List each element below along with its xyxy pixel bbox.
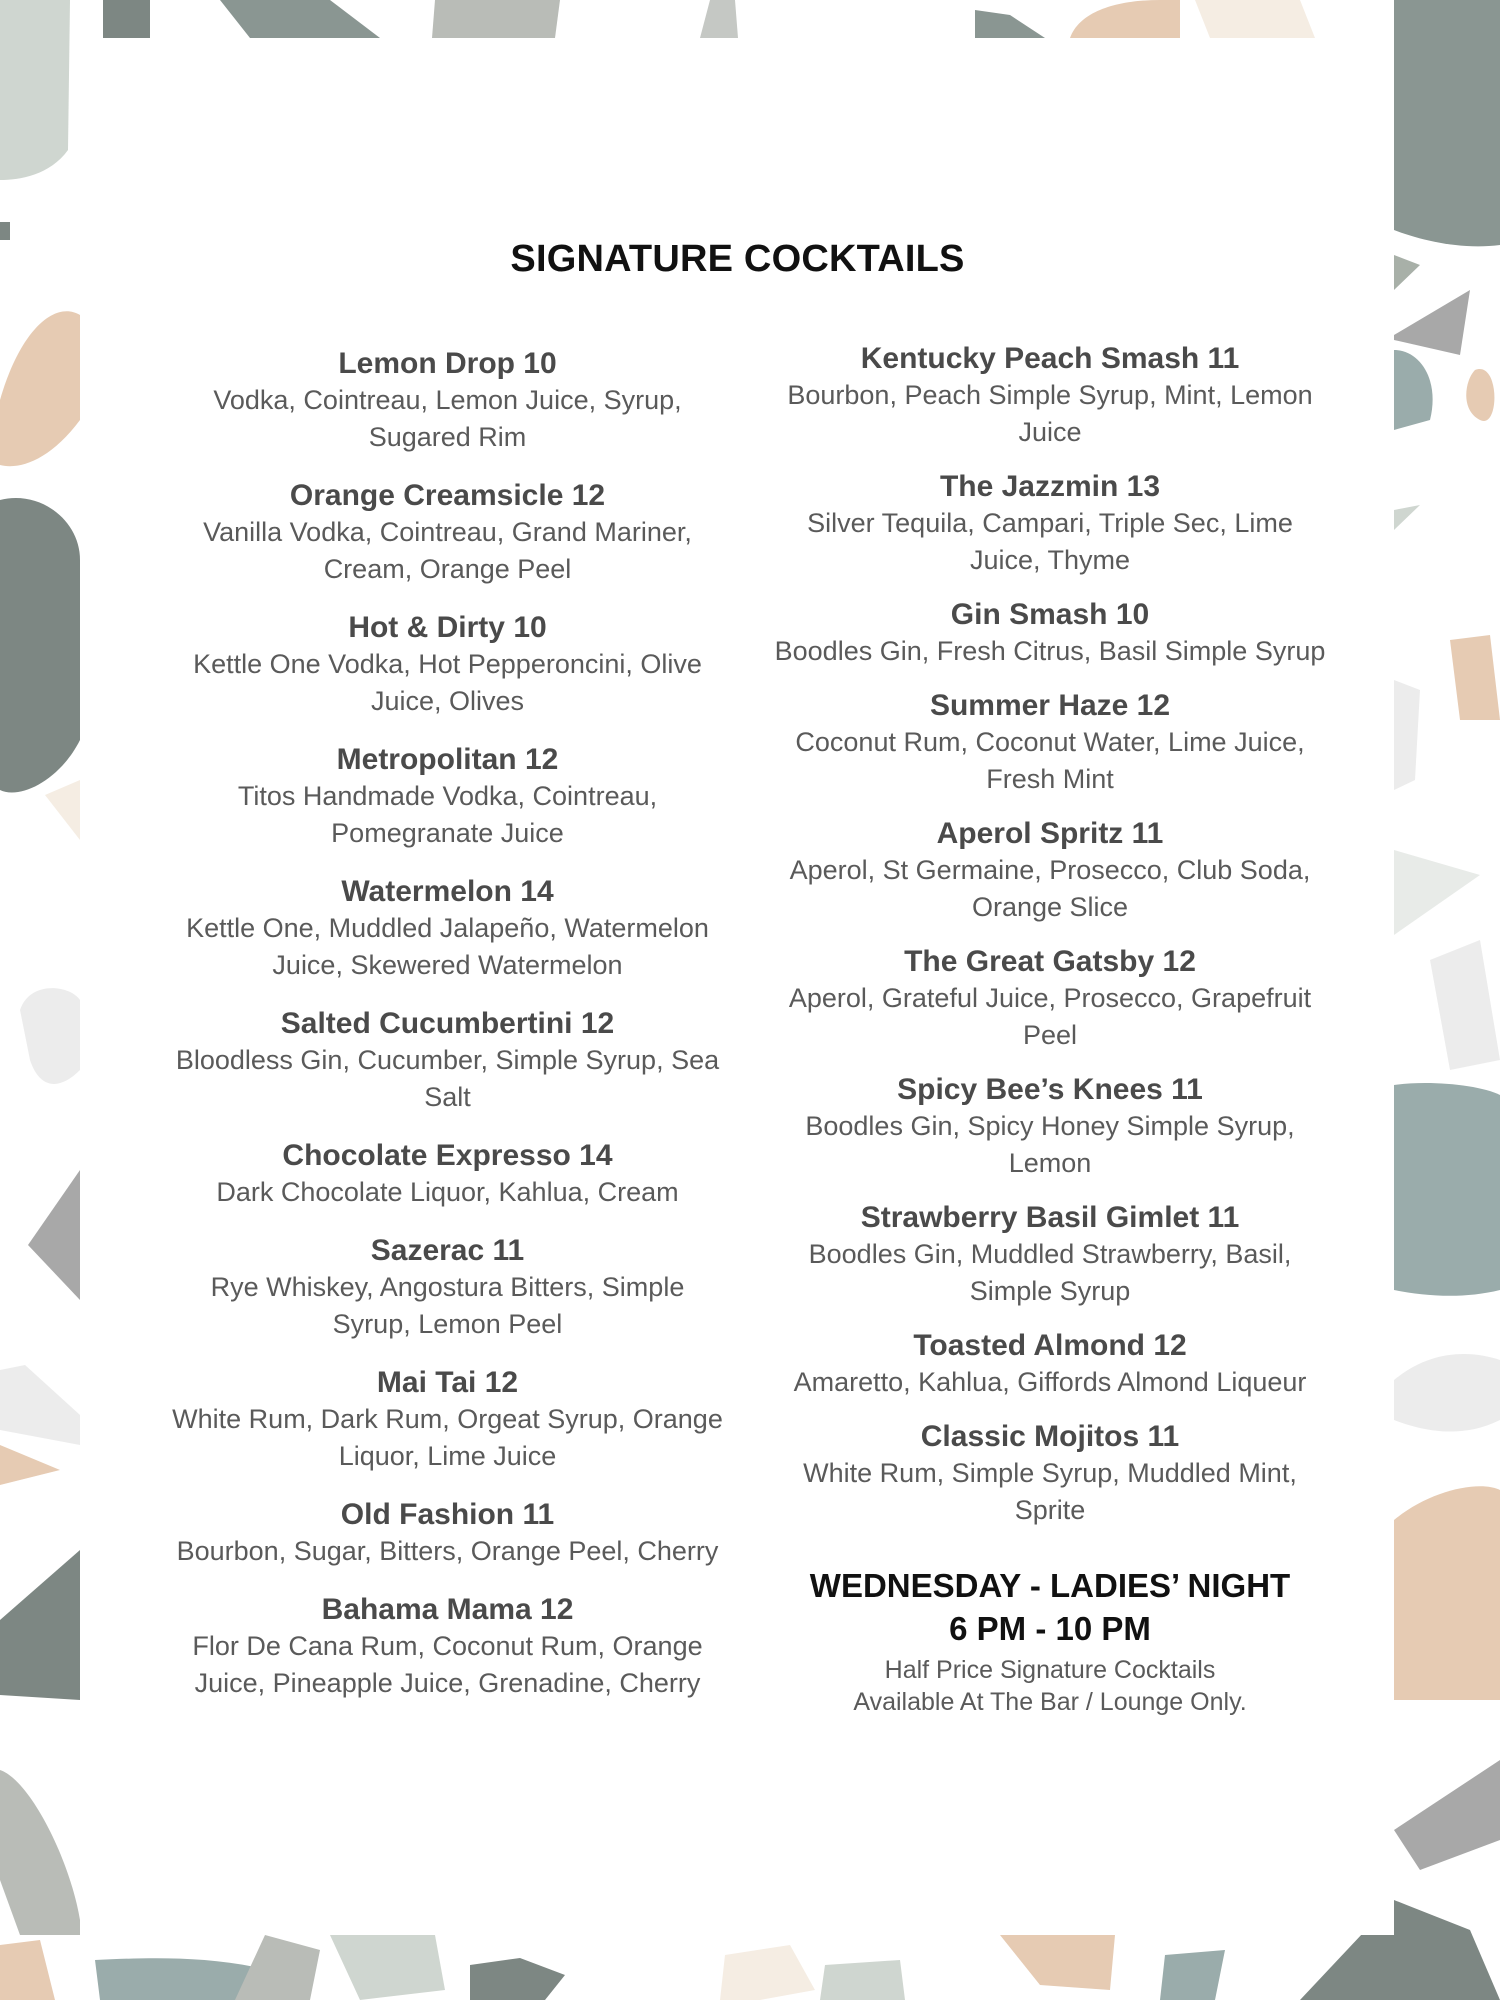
cocktail-name: Sazerac 11 xyxy=(370,1234,525,1267)
cocktail-name: Bahama Mama 12 xyxy=(321,1593,574,1626)
cocktail-item xyxy=(770,1327,1330,1401)
cocktail-item xyxy=(170,1364,725,1475)
cocktail-ingredients: Bourbon, Peach Simple Syrup, Mint, Lemon Juice xyxy=(787,380,1313,447)
promo-heading: WEDNESDAY - LADIES’ NIGHT xyxy=(809,1567,1291,1604)
cocktail-ingredients: Bloodless Gin, Cucumber, Simple Syrup, Sea Salt xyxy=(175,1045,720,1112)
cocktail-ingredients: Dark Chocolate Liquor, Kahlua, Cream xyxy=(216,1177,679,1207)
cocktail-name: Chocolate Expresso 14 xyxy=(282,1139,613,1172)
cocktail-item xyxy=(770,815,1330,926)
cocktail-name: Salted Cucumbertini 12 xyxy=(280,1007,615,1040)
cocktail-ingredients: Kettle One Vodka, Hot Pepperoncini, Olive Juice, Olives xyxy=(193,649,702,716)
cocktail-ingredients: Titos Handmade Vodka, Cointreau, Pomegranate Juice xyxy=(237,781,658,848)
cocktail-name: The Great Gatsby 12 xyxy=(904,945,1196,978)
cocktail-name: Gin Smash 10 xyxy=(950,598,1150,631)
cocktail-item xyxy=(770,596,1330,670)
cocktail-name: Summer Haze 12 xyxy=(929,689,1171,722)
cocktail-name: Spicy Bee’s Knees 11 xyxy=(897,1073,1203,1106)
cocktail-item xyxy=(170,1232,725,1343)
cocktail-item xyxy=(770,1199,1330,1310)
cocktail-item xyxy=(170,1137,725,1211)
cocktail-ingredients: Silver Tequila, Campari, Triple Sec, Lime Juice, Thyme xyxy=(807,508,1293,575)
cocktail-name: The Jazzmin 13 xyxy=(939,470,1161,503)
cocktail-ingredients: Aperol, St Germaine, Prosecco, Club Soda, Orange Slice xyxy=(789,855,1311,922)
cocktail-ingredients: White Rum, Dark Rum, Orgeat Syrup, Orange Liquor, Lime Juice xyxy=(172,1404,723,1471)
cocktail-item xyxy=(770,340,1330,451)
cocktail-ingredients: Amaretto, Kahlua, Giffords Almond Liqueur xyxy=(793,1367,1307,1397)
cocktail-item xyxy=(170,873,725,984)
cocktail-name: Old Fashion 11 xyxy=(340,1498,555,1531)
cocktail-name: Toasted Almond 12 xyxy=(913,1329,1187,1362)
cocktail-ingredients: Bourbon, Sugar, Bitters, Orange Peel, Cherry xyxy=(176,1536,719,1566)
cocktail-ingredients: Boodles Gin, Fresh Citrus, Basil Simple Syrup xyxy=(774,636,1326,666)
cocktail-item xyxy=(170,609,725,720)
cocktail-item xyxy=(170,345,725,456)
cocktail-item xyxy=(170,477,725,588)
cocktail-item xyxy=(170,1496,725,1570)
cocktail-ingredients: Boodles Gin, Muddled Strawberry, Basil, Simple Syrup xyxy=(808,1239,1292,1306)
cocktail-name: Watermelon 14 xyxy=(341,875,554,908)
menu-column-right xyxy=(770,340,1330,1718)
cocktail-ingredients: Vodka, Cointreau, Lemon Juice, Syrup, Sugared Rim xyxy=(213,385,682,452)
cocktail-item xyxy=(170,741,725,852)
cocktail-item xyxy=(170,1005,725,1116)
cocktail-name: Kentucky Peach Smash 11 xyxy=(860,342,1240,375)
cocktail-ingredients: Flor De Cana Rum, Coconut Rum, Orange Juice, Pineapple Juice, Grenadine, Cherry xyxy=(192,1631,703,1698)
menu-title: SIGNATURE COCKTAILS xyxy=(510,238,965,280)
cocktail-item xyxy=(170,1591,725,1702)
cocktail-item xyxy=(770,943,1330,1054)
cocktail-ingredients: Rye Whiskey, Angostura Bitters, Simple Syrup, Lemon Peel xyxy=(210,1272,685,1339)
cocktail-ingredients: White Rum, Simple Syrup, Muddled Mint, Sprite xyxy=(803,1458,1297,1525)
cocktail-name: Mai Tai 12 xyxy=(376,1366,519,1399)
promo-line-1: Half Price Signature Cocktails xyxy=(884,1656,1216,1684)
cocktail-name: Lemon Drop 10 xyxy=(338,347,557,380)
cocktail-ingredients: Kettle One, Muddled Jalapeño, Watermelon Juice, Skewered Watermelon xyxy=(186,913,709,980)
cocktail-item xyxy=(770,687,1330,798)
cocktail-item xyxy=(770,1418,1330,1529)
cocktail-ingredients: Vanilla Vodka, Cointreau, Grand Mariner, Cream, Orange Peel xyxy=(203,517,692,584)
promo-time: 6 PM - 10 PM xyxy=(949,1610,1151,1647)
menu-column-left xyxy=(170,345,725,1723)
cocktail-name: Classic Mojitos 11 xyxy=(920,1420,1180,1453)
cocktail-name: Strawberry Basil Gimlet 11 xyxy=(860,1201,1240,1234)
cocktail-ingredients: Aperol, Grateful Juice, Prosecco, Grapefruit Peel xyxy=(788,983,1312,1050)
cocktail-ingredients: Coconut Rum, Coconut Water, Lime Juice, Fresh Mint xyxy=(795,727,1305,794)
cocktail-name: Aperol Spritz 11 xyxy=(936,817,1164,850)
cocktail-name: Orange Creamsicle 12 xyxy=(289,479,606,512)
cocktail-ingredients: Boodles Gin, Spicy Honey Simple Syrup, Lemon xyxy=(805,1111,1295,1178)
cocktail-item xyxy=(770,1071,1330,1182)
ladies-night-promo xyxy=(770,1564,1330,1718)
cocktail-name: Metropolitan 12 xyxy=(336,743,559,776)
cocktail-item xyxy=(770,468,1330,579)
promo-line-2: Available At The Bar / Lounge Only. xyxy=(853,1688,1247,1716)
cocktail-name: Hot & Dirty 10 xyxy=(348,611,547,644)
